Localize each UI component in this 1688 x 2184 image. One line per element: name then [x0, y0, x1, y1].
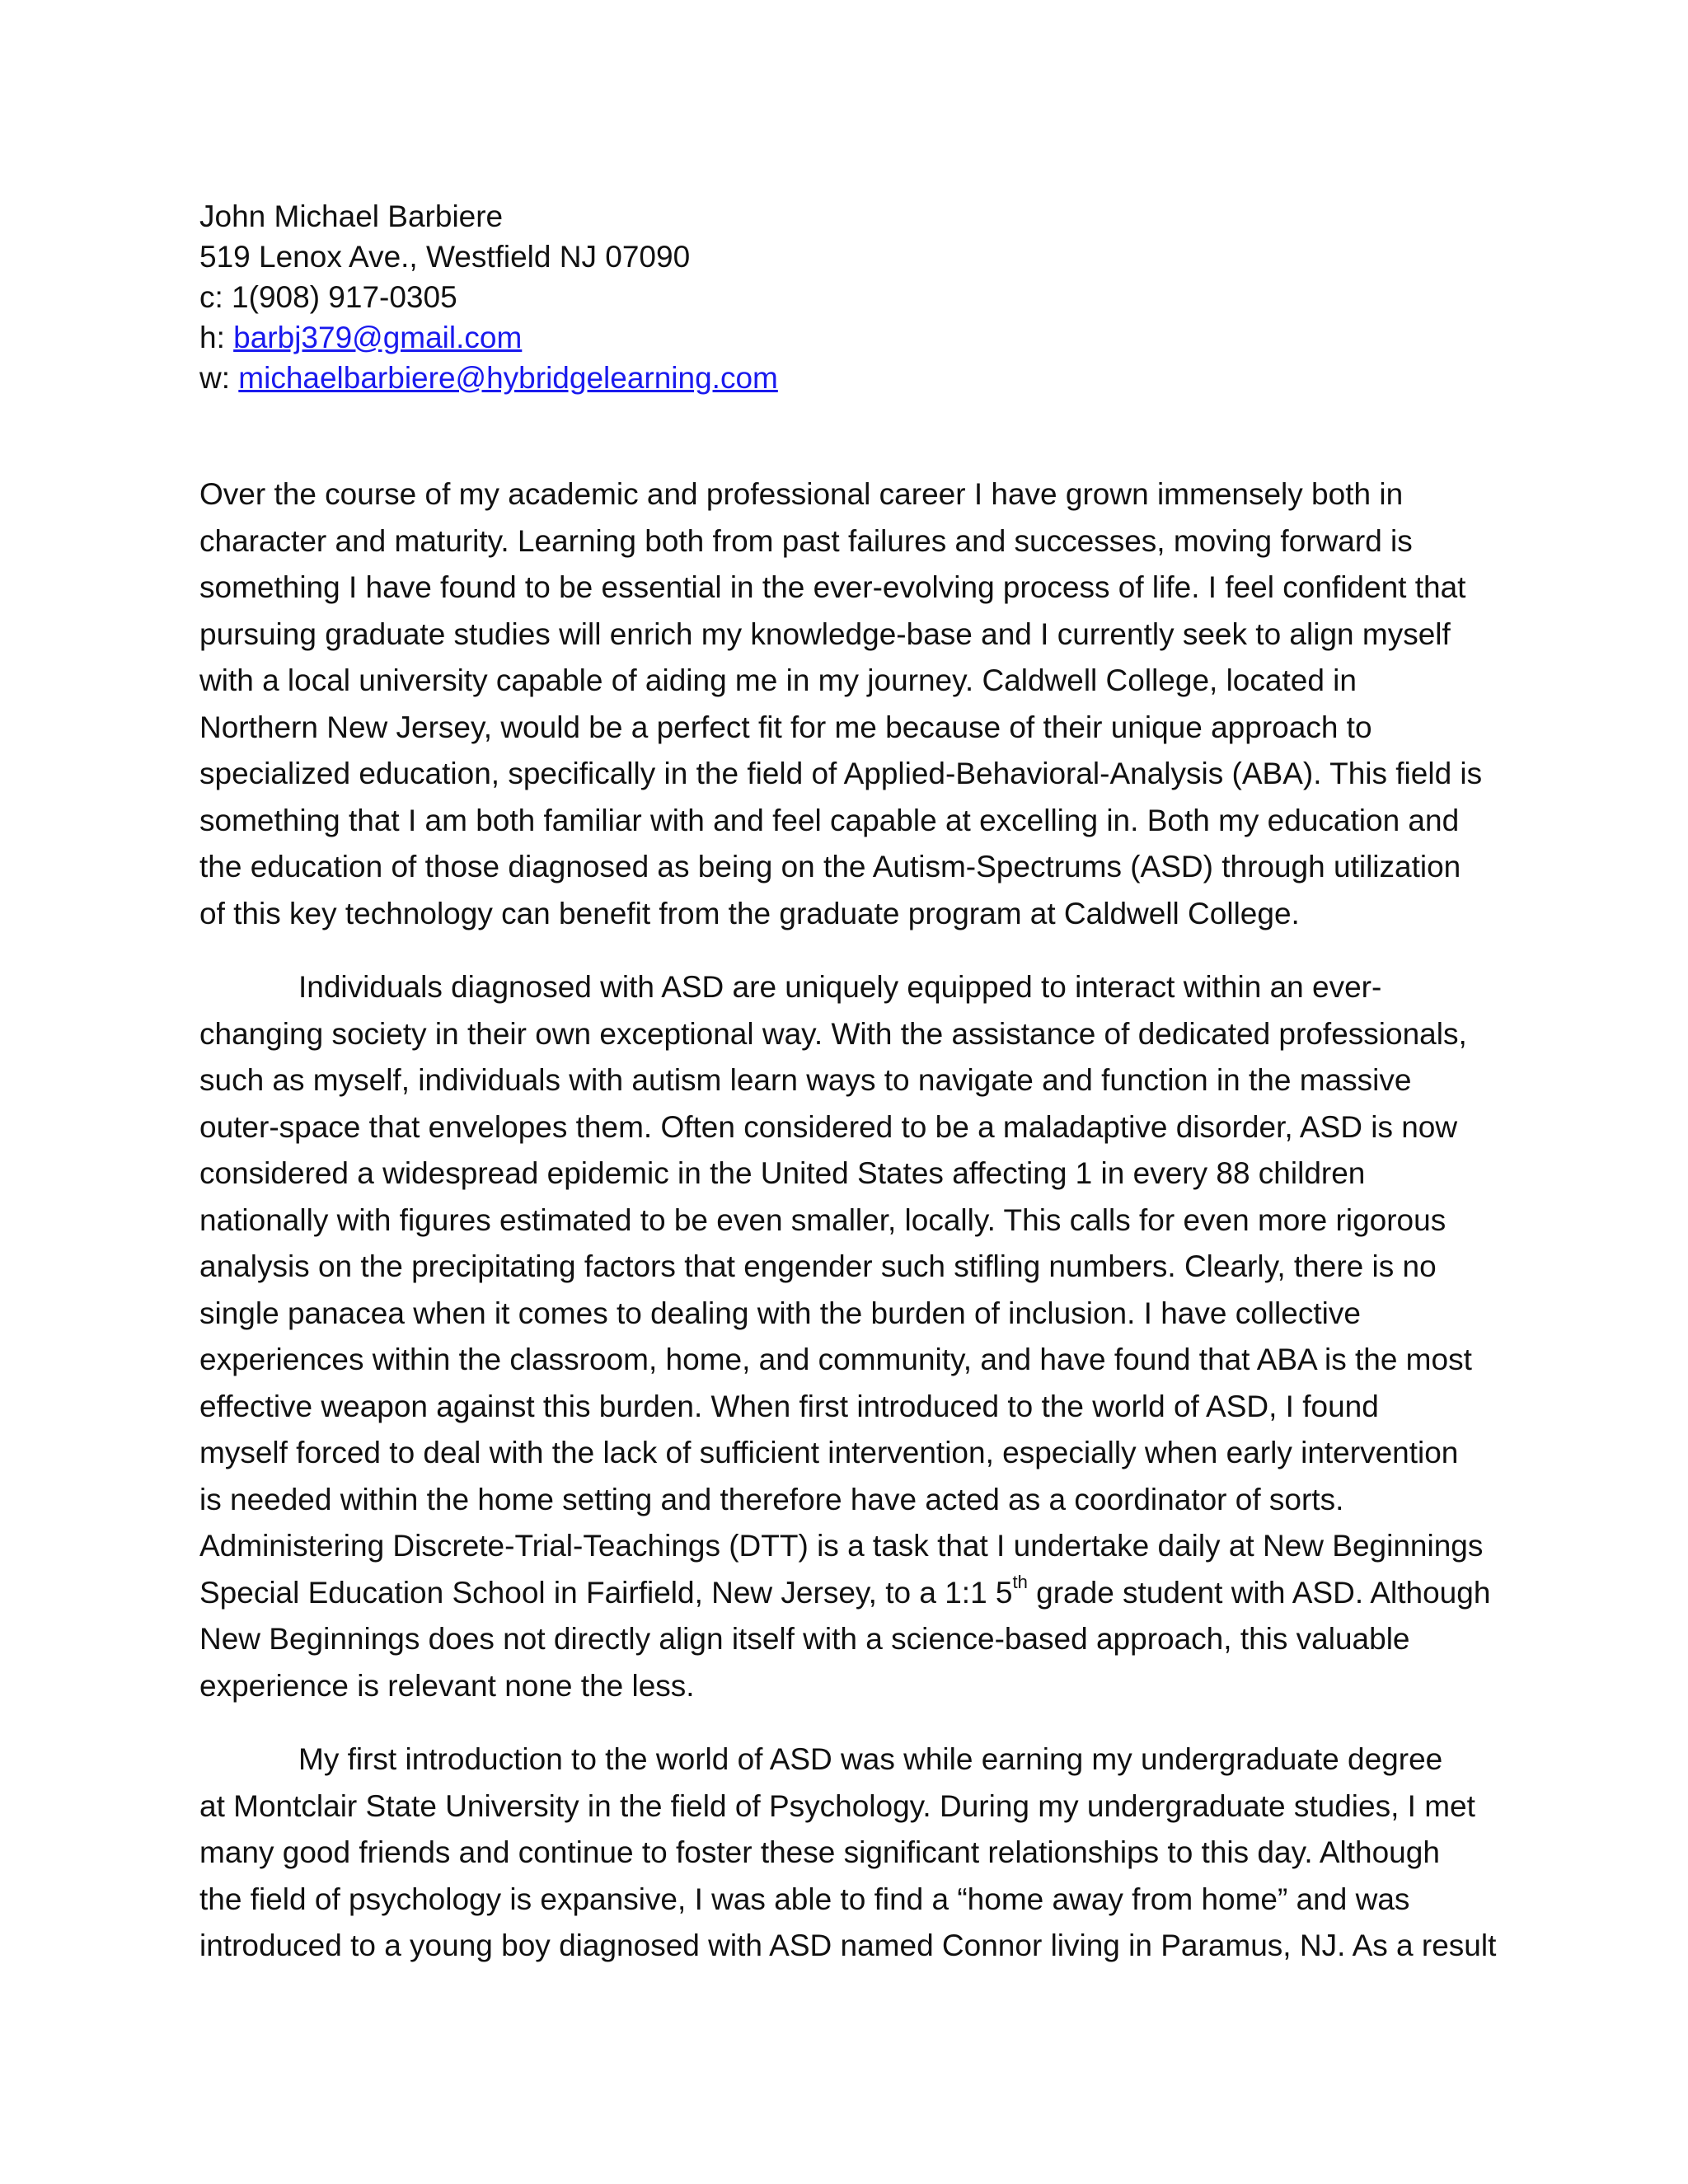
- text-line: effective weapon against this burden. When first introduced to the world of ASD, I found: [199, 1389, 1379, 1423]
- text-line: is needed within the home setting and therefore have acted as a coordinator of sorts.: [199, 1482, 1344, 1516]
- text-line: pursuing graduate studies will enrich my knowledge-base and I currently seek to align myself: [199, 616, 1451, 651]
- text-line: Administering Discrete-Trial-Teachings (DTT) is a task that I undertake daily at New Beginnings: [199, 1529, 1484, 1563]
- text-segment: grade student with ASD. Although: [1027, 1575, 1491, 1610]
- text-line: character and maturity. Learning both from past failures and successes, moving forward is: [199, 523, 1413, 558]
- home-email-prefix: h:: [199, 321, 234, 354]
- text-line: something that I am both familiar with and feel capable at excelling in. Both my education and: [199, 803, 1460, 837]
- home-email-link[interactable]: barbj379@gmail.com: [233, 321, 523, 354]
- text-line: nationally with figures estimated to be even smaller, locally. This calls for even more rigorous: [199, 1202, 1447, 1237]
- text-line: experience is relevant none the less.: [199, 1668, 695, 1703]
- text-line: the education of those diagnosed as being on the Autism-Spectrums (ASD) through utilization: [199, 850, 1461, 883]
- text-line: Individuals diagnosed with ASD are uniquely equipped to interact within an ever-: [298, 970, 1382, 1004]
- paragraph-1: [199, 471, 1497, 937]
- text-line: outer-space that envelopes them. Often considered to be a maladaptive disorder, ASD is now: [199, 1109, 1458, 1144]
- text-line: Northern New Jersey, would be a perfect fit for me because of their unique approach to: [199, 710, 1372, 744]
- cell-phone: c: 1(908) 917-0305: [199, 280, 457, 314]
- text-line: My first introduction to the world of ASD was while earning my undergraduate degree: [298, 1742, 1443, 1776]
- paragraph-3: [199, 1736, 1497, 1970]
- text-line: many good friends and continue to foster these significant relationships to this day. Although: [199, 1835, 1440, 1869]
- text-line: changing society in their own exceptional way. With the assistance of dedicated professionals,: [199, 1016, 1467, 1051]
- home-email-line: [199, 317, 1518, 358]
- text-line: single panacea when it comes to dealing with the burden of inclusion. I have collective: [199, 1296, 1361, 1330]
- text-line: analysis on the precipitating factors that engender such stifling numbers. Clearly, there is no: [199, 1249, 1437, 1283]
- text-line: at Montclair State University in the field of Psychology. During my undergraduate studies, I met: [199, 1788, 1475, 1823]
- letter-body: [199, 471, 1497, 1970]
- sender-name: John Michael Barbiere: [199, 199, 504, 233]
- text-line: considered a widespread epidemic in the United States affecting 1 in every 88 children: [199, 1156, 1366, 1190]
- work-email-link[interactable]: michaelbarbiere@hybridgelearning.com: [238, 361, 778, 395]
- text-line: introduced to a young boy diagnosed with ASD named Connor living in Paramus, NJ. As a result: [199, 1929, 1497, 1962]
- text-line: with a local university capable of aiding me in my journey. Caldwell College, located in: [199, 663, 1357, 697]
- text-line: of this key technology can benefit from the graduate program at Caldwell College.: [199, 896, 1300, 930]
- text-line: something I have found to be essential in the ever-evolving process of life. I feel confident that: [199, 570, 1466, 604]
- work-email-line: [199, 358, 1518, 398]
- sender-address: 519 Lenox Ave., Westfield NJ 07090: [199, 240, 691, 274]
- text-line: the field of psychology is expansive, I was able to find a “home away from home” and was: [199, 1882, 1410, 1916]
- paragraph-2: [199, 964, 1497, 1709]
- text-line: myself forced to deal with the lack of sufficient intervention, especially when early intervention: [199, 1436, 1459, 1469]
- contact-header: [199, 196, 1518, 398]
- text-line: experiences within the classroom, home, and community, and have found that ABA is the most: [199, 1343, 1472, 1376]
- work-email-prefix: w:: [199, 361, 239, 395]
- text-line: Over the course of my academic and professional career I have grown immensely both in: [199, 477, 1404, 511]
- text-line: such as myself, individuals with autism learn ways to navigate and function in the massive: [199, 1063, 1412, 1097]
- text-line: specialized education, specifically in the field of Applied-Behavioral-Analysis (ABA). This field is: [199, 757, 1483, 790]
- text-line-with-superscript: [199, 1570, 1497, 1617]
- text-segment: Special Education School in Fairfield, New Jersey, to a 1:1 5: [199, 1575, 1013, 1610]
- ordinal-superscript: th: [1012, 1572, 1028, 1593]
- text-line: New Beginnings does not directly align itself with a science-based approach, this valuable: [199, 1622, 1410, 1656]
